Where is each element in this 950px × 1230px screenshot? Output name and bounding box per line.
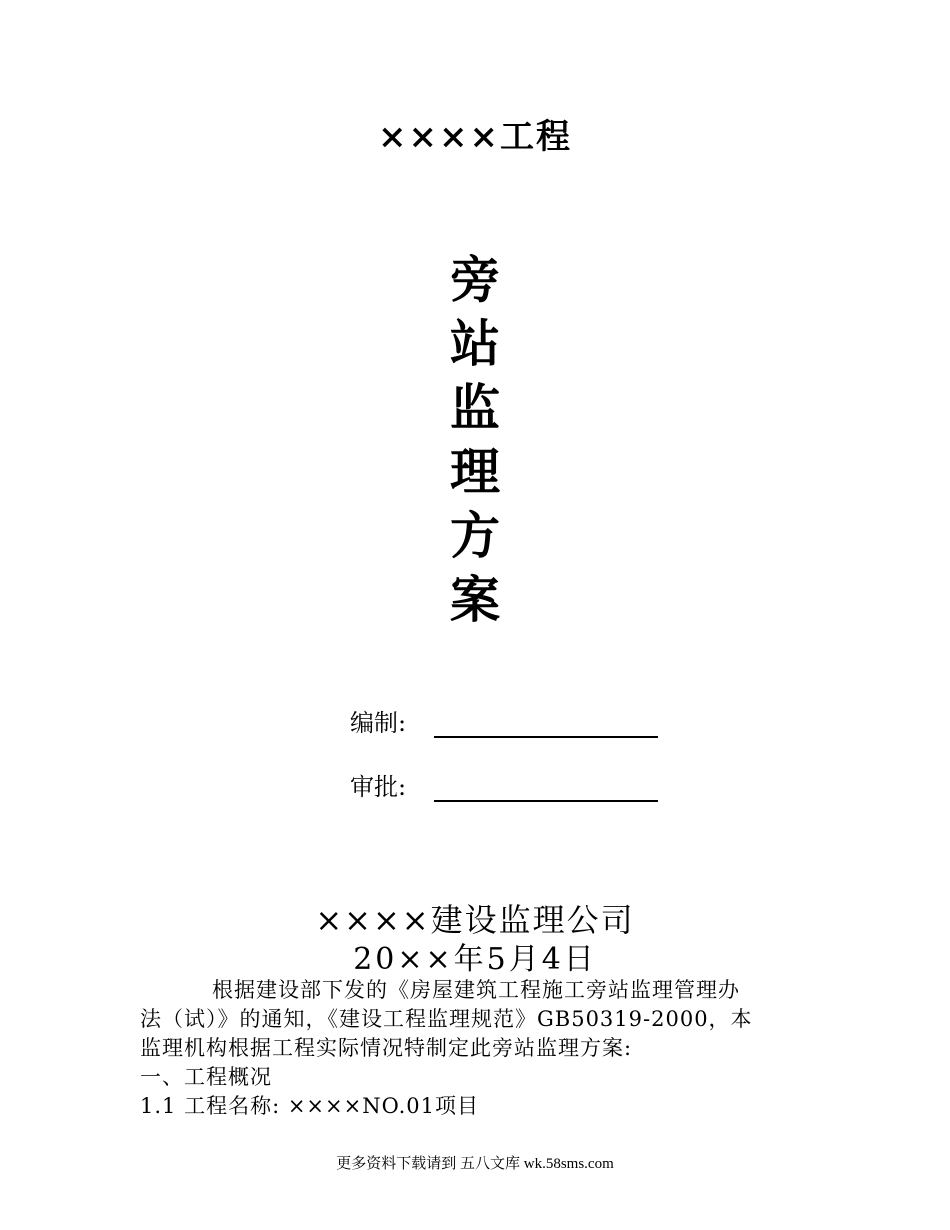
- compile-label: 编制:: [350, 709, 407, 737]
- main-title-char-2: 站: [450, 314, 500, 373]
- main-title-char-3: 监: [450, 378, 500, 437]
- body-text: [140, 976, 800, 1121]
- intro-line-2: 法（试）》的通知，《建设工程监理规范》GB50319-2000，本: [140, 1007, 753, 1031]
- footer-note: 更多资料下载请到 五八文库 wk.58sms.com: [336, 1156, 614, 1172]
- company-name: ××××建设监理公司: [315, 901, 635, 939]
- main-title-char-6: 案: [450, 570, 500, 629]
- main-title-char-1: 旁: [450, 250, 500, 309]
- intro-line-3: 监理机构根据工程实际情况特制定此旁站监理方案:: [140, 1036, 633, 1060]
- approve-signature-line: [434, 772, 658, 802]
- project-title: ××××工程: [378, 117, 572, 157]
- compile-row: [350, 708, 658, 738]
- approve-row: [350, 772, 658, 802]
- document-date: 20××年5月4日: [353, 942, 597, 977]
- main-title-char-5: 方: [450, 506, 500, 565]
- project-name-item: 1.1 工程名称: ××××NO.01项目: [140, 1094, 479, 1118]
- compile-signature-line: [434, 708, 658, 738]
- approve-label: 审批:: [350, 773, 407, 801]
- intro-line-1: 根据建设部下发的《房屋建筑工程施工旁站监理管理办: [212, 978, 740, 1002]
- document-main-title: [445, 248, 505, 632]
- section-heading: 一、工程概况: [140, 1065, 272, 1089]
- main-title-char-4: 理: [450, 442, 500, 501]
